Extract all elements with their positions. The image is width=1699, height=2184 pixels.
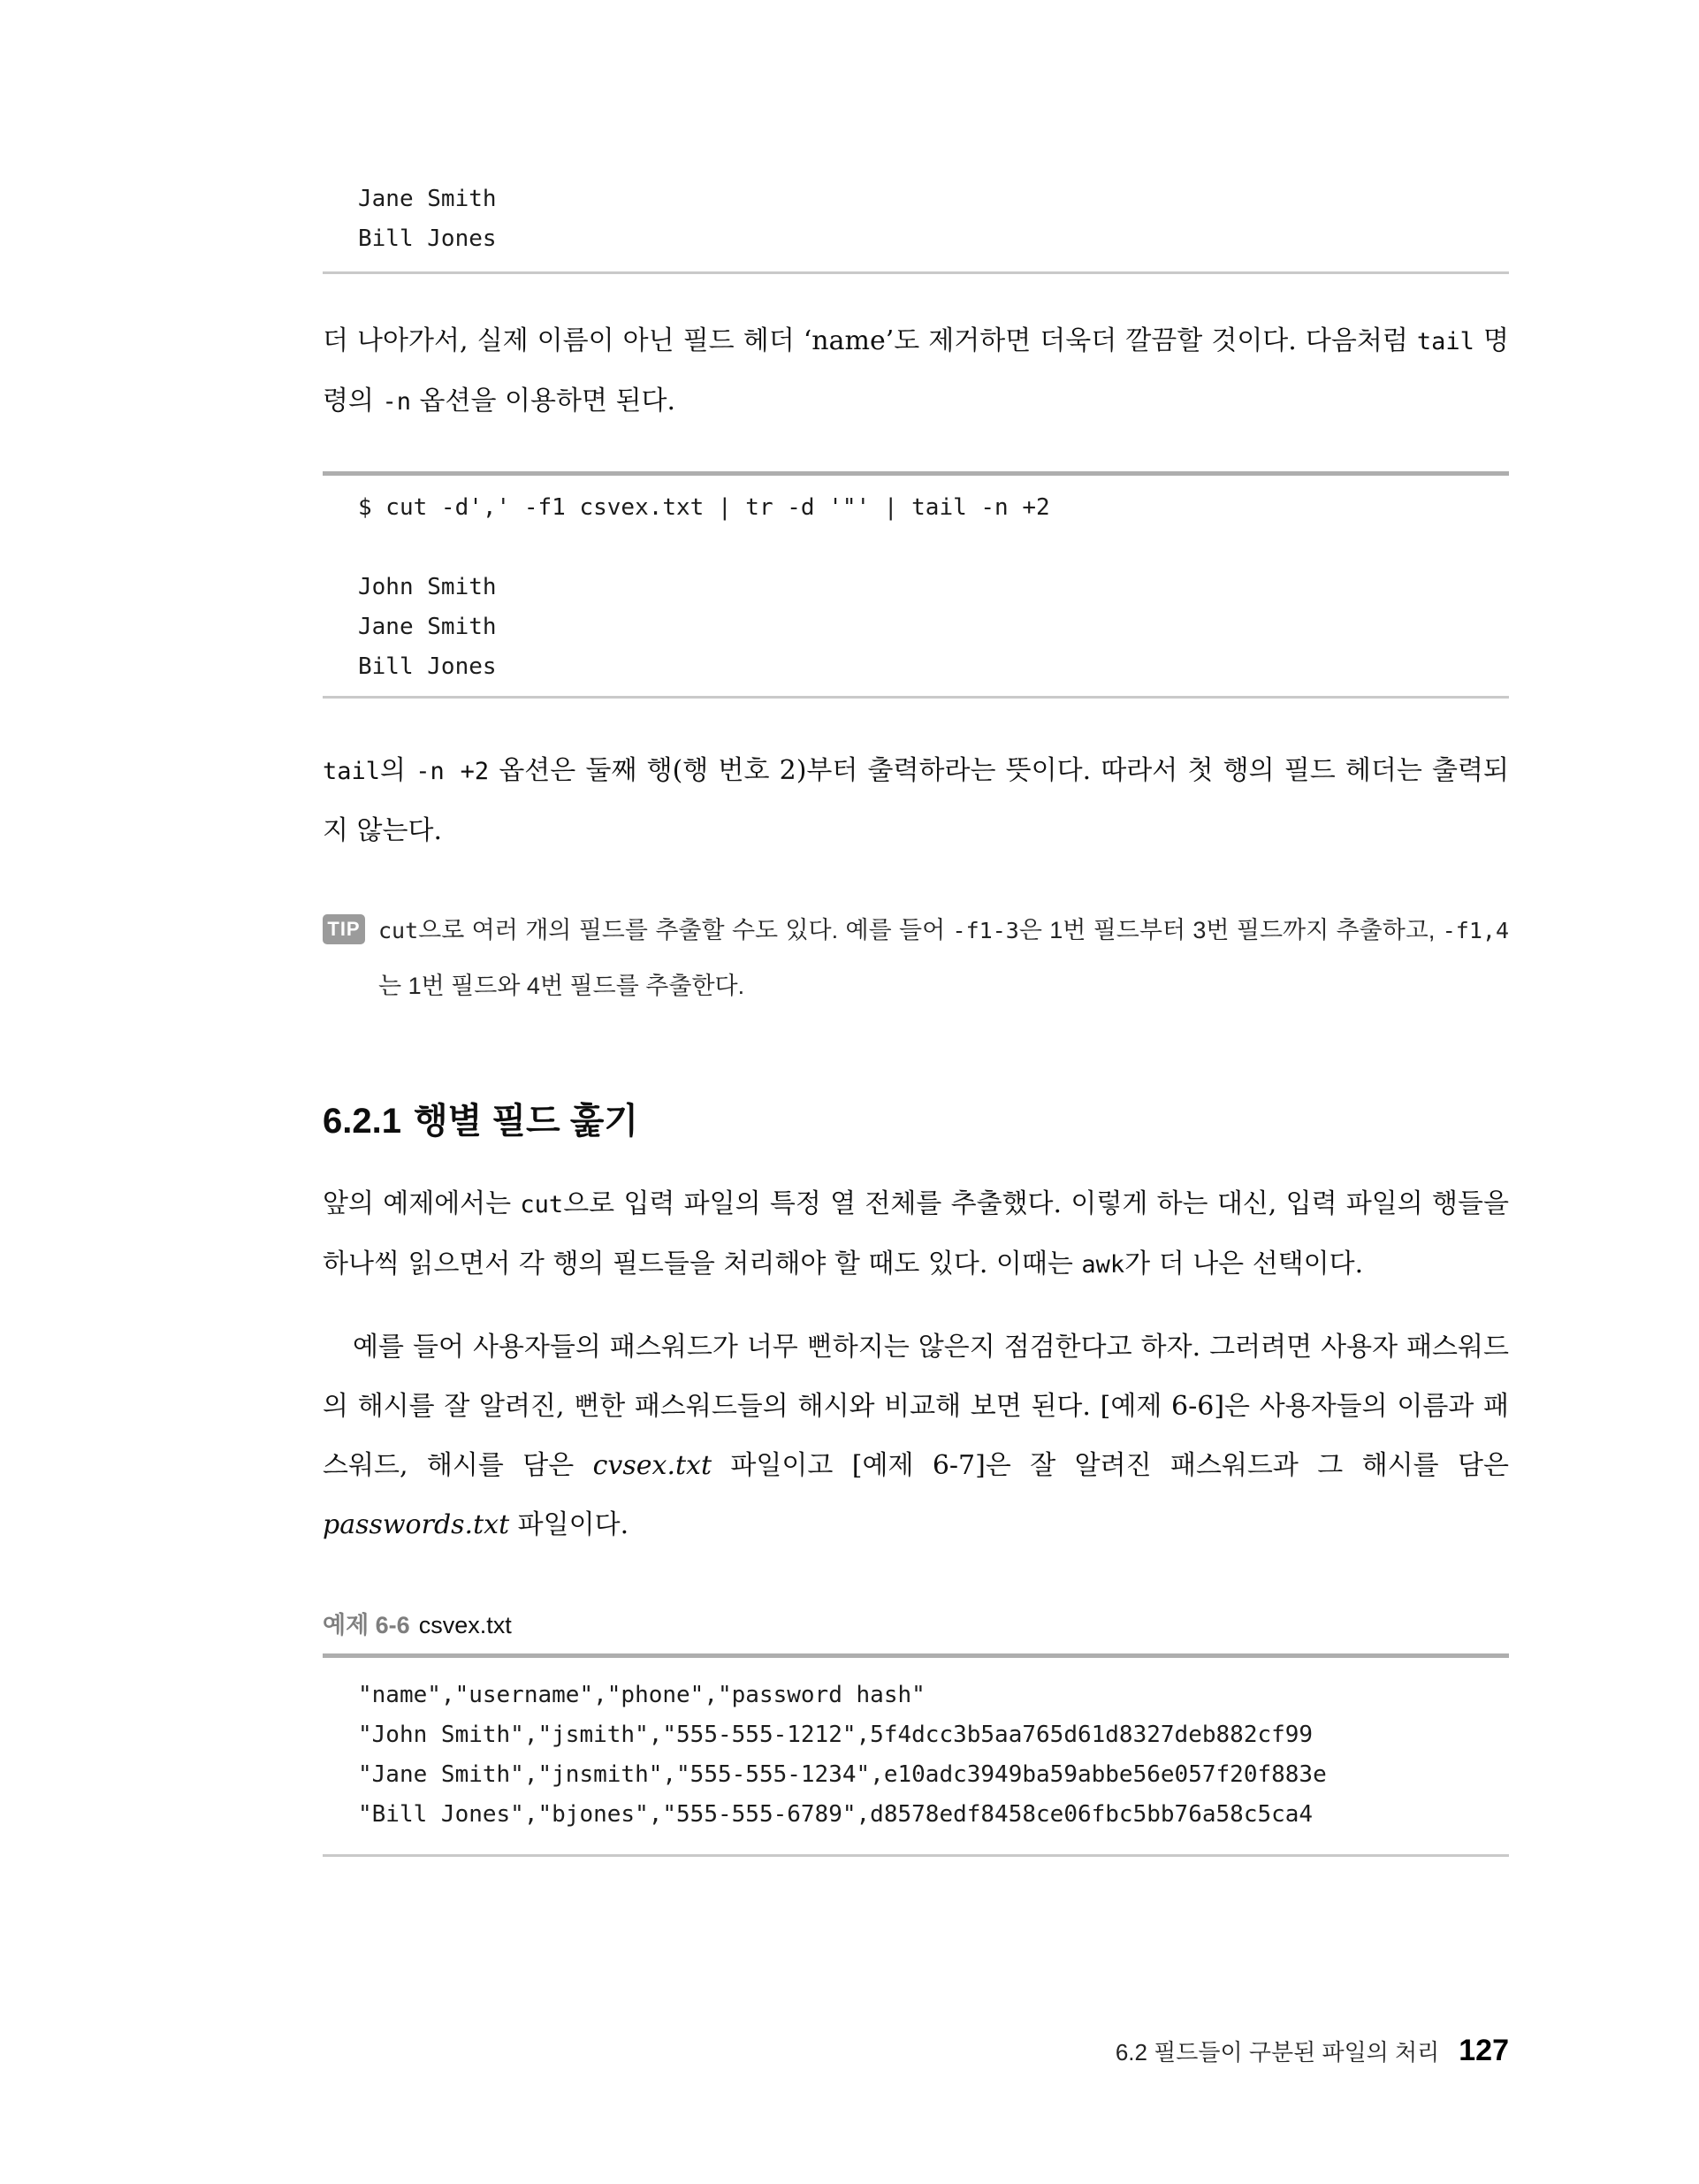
code-line-blank (323, 528, 1509, 568)
body-text: 명령의 (323, 325, 1509, 416)
body-text: 앞의 예제에서는 (323, 1188, 521, 1220)
paragraph-tail-note (323, 741, 1509, 860)
body-text: 으로 여러 개의 필드를 추출할 수도 있다. 예를 들어 (418, 917, 953, 943)
inline-code: cut (378, 918, 419, 943)
code-line-csv-header: "name","username","phone","password hash" (358, 1682, 926, 1709)
tip-box (323, 903, 1509, 1013)
code-block-csv (323, 1653, 1509, 1857)
heading-title: 행별 필드 훑기 (413, 1102, 639, 1141)
body-text: 옵션은 둘째 행(행 번호 2)부터 출력하라는 뜻이다. 따라서 첫 행의 필드 헤더는 출력되지 않는다. (323, 755, 1509, 846)
code-line-output: John Smith (358, 574, 497, 600)
code-line-command: $ cut -d',' -f1 csvex.txt | tr -d '"' | tail -n +2 (358, 494, 1050, 521)
body-text: 예를 들어 사용자들의 패스워드가 너무 뻔하지는 않은지 점검한다고 하자. 그러려면 사용자 패스워드의 해시를 잘 알려진, 뻔한 패스워드들의 해시와 비교해 보면 된다. [예제 6-6]은 사용자들의 이름과 패스워드, 해시를 담은 (323, 1332, 1509, 1482)
paragraph-awk-intro (323, 1174, 1509, 1294)
paragraph-password-example (323, 1317, 1509, 1554)
inline-code: -n (382, 388, 412, 416)
code-line-csv-row: "Bill Jones","bjones","555-555-6789",d8578edf8458ce06fbc5bb76a58c5ca4 (358, 1801, 1314, 1829)
inline-code: awk (1081, 1251, 1125, 1279)
example-filename: csvex.txt (418, 1612, 512, 1639)
heading-number: 6.2.1 (323, 1102, 401, 1141)
inline-code: tail (1416, 328, 1474, 355)
body-text: 가 더 나은 선택이다. (1124, 1249, 1364, 1280)
example-number: 예제 6-6 (323, 1612, 410, 1639)
footer-section-title: 6.2 필드들이 구분된 파일의 처리 (1115, 2039, 1440, 2066)
inline-filename: cvsex.txt (592, 1450, 712, 1482)
code-block-command (323, 471, 1509, 699)
body-text: 옵션을 이용하면 된다. (411, 386, 675, 416)
inline-code: -f1-3 (952, 918, 1019, 943)
body-text: 더 나아가서, 실제 이름이 아닌 필드 헤더 ‘name’도 제거하면 더욱더 깔끔할 것이다. 다음처럼 (323, 325, 1417, 356)
inline-code: cut (520, 1191, 564, 1219)
code-block-continued (323, 179, 1509, 274)
body-text: 의 (380, 755, 416, 786)
code-line-csv-row: "Jane Smith","jnsmith","555-555-1234",e10adc3949ba59abbe56e057f20f883e (358, 1761, 1327, 1789)
code-line: Bill Jones (358, 225, 497, 252)
tip-text (378, 903, 1509, 1013)
body-text: 으로 입력 파일의 특정 열 전체를 추출했다. 이렇게 하는 대신, 입력 파일의 행들을 하나씩 읽으면서 각 행의 필드들을 처리해야 할 때도 있다. 이때는 (323, 1188, 1509, 1280)
paragraph-remove-header (323, 311, 1509, 431)
inline-code: -f1,4 (1442, 918, 1510, 943)
code-line-csv-row: "John Smith","jsmith","555-555-1212",5f4dcc3b5aa765d61d8327deb882cf99 (358, 1722, 1314, 1749)
body-text: 파일이고 [예제 6-7]은 잘 알려진 패스워드과 그 해시를 담은 (712, 1450, 1510, 1482)
inline-code: -n +2 (415, 758, 490, 785)
code-line-output: Jane Smith (358, 614, 497, 640)
page-number: 127 (1459, 2034, 1509, 2067)
body-text: 는 1번 필드와 4번 필드를 추출한다. (378, 973, 745, 999)
inline-code: tail (323, 758, 381, 785)
code-line-output: Bill Jones (358, 653, 497, 680)
example-caption (323, 1609, 1509, 1641)
footer (1116, 2034, 1509, 2068)
code-line: Jane Smith (358, 186, 497, 212)
body-text: 은 1번 필드부터 3번 필드까지 추출하고, (1018, 917, 1443, 943)
tip-badge: TIP (323, 914, 365, 944)
section-heading (323, 1097, 1509, 1145)
body-text: 파일이다. (509, 1509, 629, 1541)
page-content (323, 0, 1509, 1857)
inline-filename: passwords.txt (323, 1509, 510, 1541)
